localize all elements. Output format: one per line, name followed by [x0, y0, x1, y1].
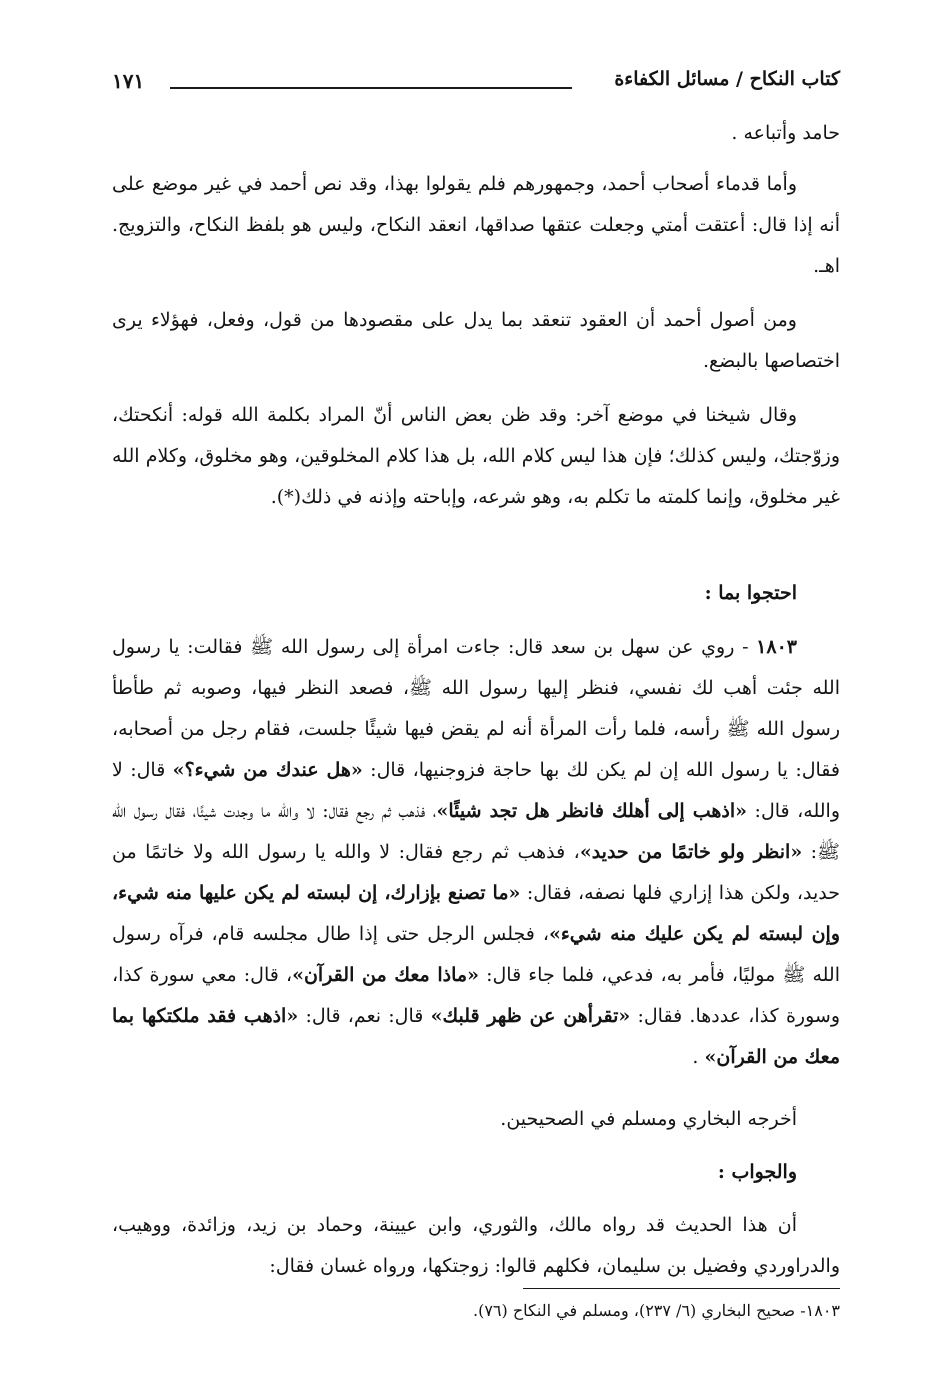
body-block-2 — [112, 164, 840, 287]
section-heading-evidence: احتجوا بما : — [704, 582, 797, 604]
prophet-quote: «ماذا معك من القرآن» — [292, 964, 479, 986]
paragraph-continuation: حامد وأتباعه . — [731, 122, 840, 144]
prophet-quote: «ما تصنع بإزارك، إن لبسته لم يكن عليها منه شيء، وإن لبسته لم يكن عليك منه شيء» — [112, 882, 841, 945]
prophet-quote: «تقرأهن عن ظهر قلبك» — [430, 1005, 631, 1027]
prophet-quote: «اذهب فقد ملكتكها بما معك من القرآن» — [112, 1005, 840, 1068]
body-block-6 — [112, 627, 840, 1078]
prophet-quote: «هل عندك من شيء؟» — [172, 759, 363, 781]
body-block-8 — [112, 1152, 840, 1193]
prophet-quote: «انظر ولو خاتمًا من حديد» — [579, 841, 803, 863]
paragraph-answer: أن هذا الحديث قد رواه مالك، والثوري، وابن عيينة، وحماد بن زيد، وزائدة، ووهيب، والدراوردي وفضيل بن سليمان، فكلهم قالوا: زوجتكها، ورواه غسان فقال: — [112, 1214, 840, 1277]
running-title: كتاب النكاح / مسائل الكفاءة — [614, 68, 840, 90]
body-block-9 — [112, 1205, 840, 1287]
prophet-quote: «اذهب إلى أهلك فانظر هل تجد شيئًا» — [436, 800, 748, 822]
footnote-rule — [523, 1288, 840, 1289]
header-rule — [170, 87, 572, 89]
paragraph-ahmad-companions: وأما قدماء أصحاب أحمد، وجمهورهم فلم يقولوا بهذا، وقد نص أحمد في غير موضع على أنه إذا قال: أعتقت أمتي وجعلت عتقها صداقها، انعقد النكاح، وليس هو بلفظ النكاح، والتزويج. اهـ. — [112, 173, 840, 277]
page-header — [112, 68, 840, 106]
hadith-number: ١٨٠٣ — [756, 636, 797, 658]
page-number: ١٧١ — [112, 69, 145, 93]
hadith-1803: ١٨٠٣ - روي عن سهل بن سعد قال: جاءت امرأة إلى رسول الله ﷺ فقالت: يا رسول الله جئت أهب لك نفسي، فنظر إليها رسول الله ﷺ، فصعد النظر فيها، وصوبه ثم طأطأ رسول الله ﷺ رأسه، فلما رأت المرأة أنه لم يقض فيها شيئًا جلست، فقام رجل من أصحابه، فقال: يا رسول الله إن لم يكن لك بها حاجة فزوجنيها، قال: «هل عندك من شيء؟» قال: لا والله، قال: «اذهب إلى أهلك فانظر هل تجد شيئًا»، فذهب ثم رجع فقال: لا والله ما وجدت شيئًا، فقال رسول الله ﷺ: «انظر ولو خاتمًا من حديد»، فذهب ثم رجع فقال: لا والله يا رسول الله ولا خاتمًا من حديد، ولكن هذا إزاري فلها نصفه، فقال: «ما تصنع بإزارك، إن لبسته لم يكن عليها منه شيء، وإن لبسته لم يكن عليك منه شيء»، فجلس الرجل حتى إذا طال مجلسه قام، فرآه رسول الله ﷺ موليًا، فأمر به، فدعي، فلما جاء قال: «ماذا معك من القرآن»، قال: معي سورة كذا، وسورة كذا، عددها. فقال: «تقرأهن عن ظهر قلبك» قال: نعم، قال: «اذهب فقد ملكتكها بما معك من القرآن» . — [112, 636, 841, 1068]
paragraph-ahmad-principles: ومن أصول أحمد أن العقود تنعقد بما يدل على مقصودها من قول، وفعل، فهؤلاء يرى اختصاصها بالبضع. — [112, 309, 840, 372]
paragraph-shaykh-quote: وقال شيخنا في موضع آخر: وقد ظن بعض الناس أنّ المراد بكلمة الله قوله: أنكحتك، وزوّجتك، وليس كذلك؛ فإن هذا ليس كلام الله، بل هذا كلام المخلوقين، وهو مخلوق، وكلام الله غير مخلوق، وإنما كلمته ما تكلم به، وهو شرعه، وإباحته وإذنه في ذلك(*). — [112, 404, 840, 508]
body-block-3 — [112, 300, 840, 382]
takhrij-line: أخرجه البخاري ومسلم في الصحيحين. — [500, 1108, 797, 1130]
body-block-1 — [112, 113, 840, 154]
body-block-7 — [112, 1099, 840, 1140]
footnote: ١٨٠٣- صحيح البخاري (٦/ ٢٣٧)، ومسلم في النكاح (٧٦). — [472, 1301, 840, 1320]
section-heading-answer: والجواب : — [717, 1161, 797, 1183]
body-block-5 — [112, 573, 840, 614]
body-block-4 — [112, 395, 840, 518]
